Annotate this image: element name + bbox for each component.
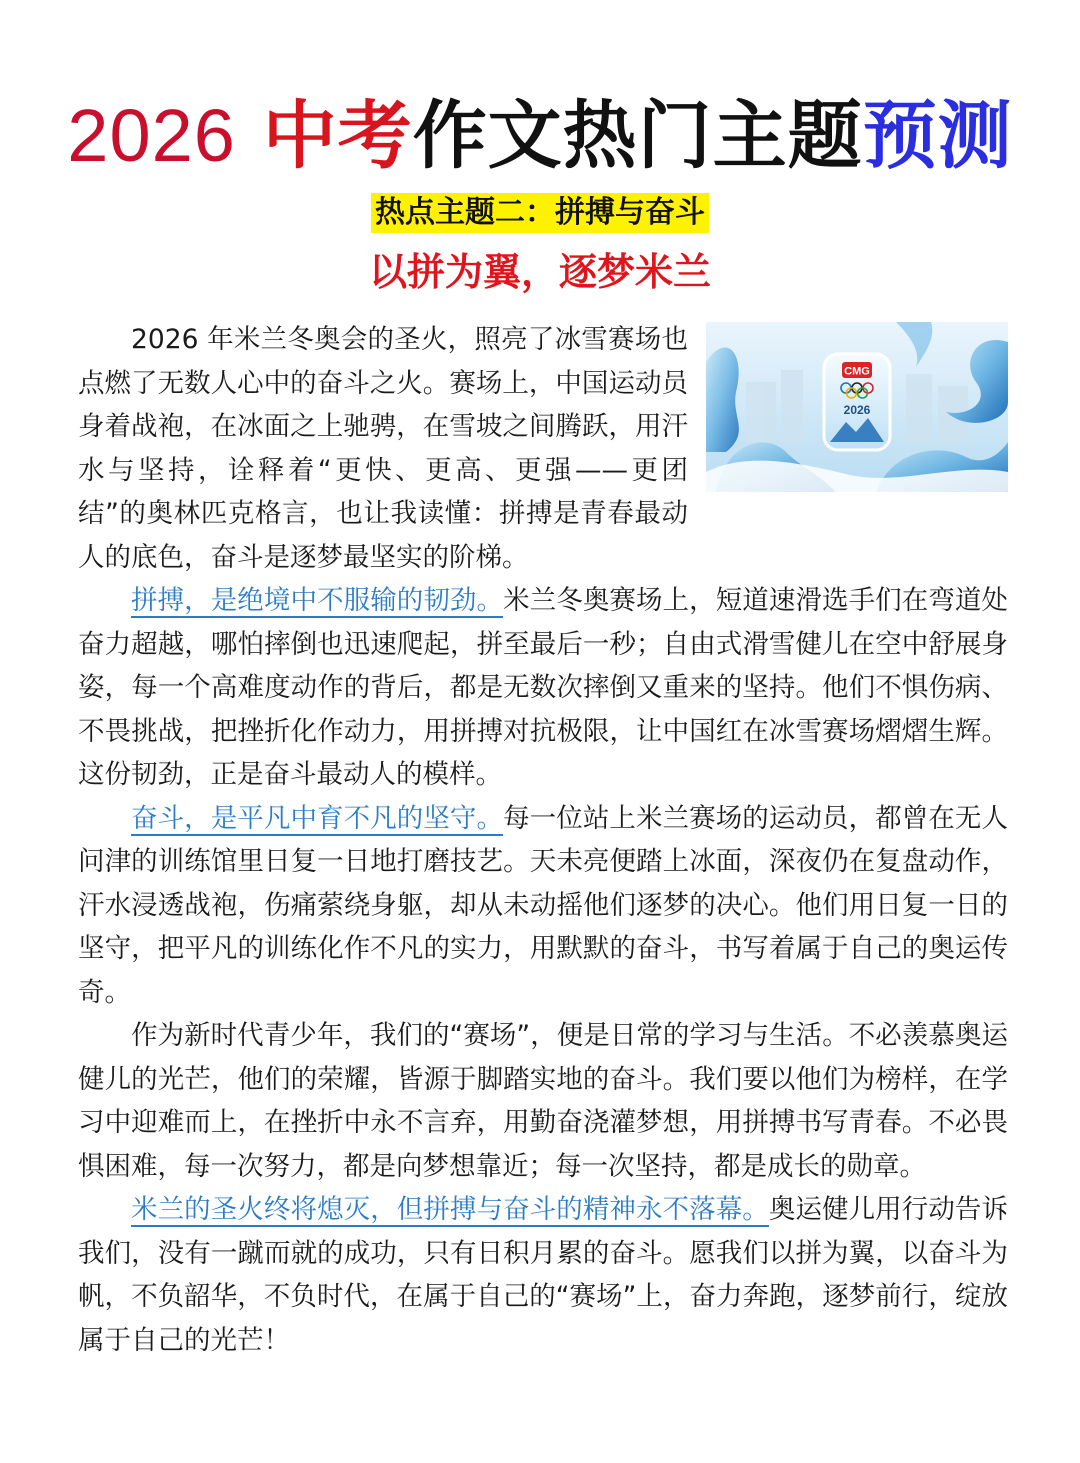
paragraph-1-text: 2026 年米兰冬奥会的圣火，照亮了冰雪赛场也点燃了无数人心中的奋斗之火。赛场上，中国运动员身着战袍，在冰面之上驰骋，在雪坡之间腾跃，用汗水与坚持，诠释着“更快、更高、更强——更团结”的奥林匹克格言，也让我读懂：拼搏是青春最动人的底色，奋斗是逐梦最坚实的阶梯。	[78, 324, 688, 573]
paragraph-5-highlight: 米兰的圣火终将熄灭，但拼搏与奋斗的精神永不落幕。	[131, 1194, 769, 1225]
title-year: 2026	[67, 94, 236, 177]
title-red-part: 中考	[262, 93, 413, 179]
essay-heading: 以拼为翼，逐梦米兰	[368, 249, 711, 294]
paragraph-2	[78, 579, 1008, 797]
subtitle-row	[0, 193, 1080, 233]
image-logo-text: CMG	[844, 365, 870, 378]
subtitle-highlighted: 热点主题二：拼搏与奋斗	[371, 193, 709, 233]
paragraph-3	[78, 797, 1008, 1015]
paragraph-3-highlight: 奋斗，是平凡中育不凡的坚守。	[131, 802, 504, 834]
olympic-image	[706, 322, 1008, 492]
page-title	[0, 88, 1080, 184]
paragraph-4-text: 作为新时代青少年，我们的“赛场”，便是日常的学习与生活。不必羡慕奥运健儿的光芒，他们的荣耀，皆源于脚踏实地的奋斗。我们要以他们为榜样，在学习中迎难而上，在挫折中永不言弃，用勤奋浇灌梦想，用拼搏书写青春。不必畏惧困难，每一次努力，都是向梦想靠近；每一次坚持，都是成长的勋章。	[78, 1020, 1008, 1182]
paragraph-5-text: 奥运健儿用行动告诉我们，没有一蹴而就的成功，只有日积月累的奋斗。愿我们以拼为翼，以奋斗为帆，不负韶华，不负时代，在属于自己的“赛场”上，奋力奔跑，逐梦前行，绽放属于自己的光芒！	[78, 1194, 1008, 1356]
title-blue-part: 预测	[862, 93, 1013, 179]
image-year-text: 2026	[843, 403, 871, 417]
paragraph-3-text: 每一位站上米兰赛场的运动员，都曾在无人问津的训练馆里日复一日地打磨技艺。天未亮便踏上冰面，深夜仍在复盘动作，汗水浸透战袍，伤痛萦绕身躯，却从未动摇他们逐梦的决心。他们用日复一日的坚守，把平凡的训练化作不凡的实力，用默默的奋斗，书写着属于自己的奥运传奇。	[78, 802, 1008, 1008]
essay-body	[78, 318, 1008, 1362]
paragraph-2-text: 米兰冬奥赛场上，短道速滑选手们在弯道处奋力超越，哪怕摔倒也迅速爬起，拼至最后一秒；自由式滑雪健儿在空中舒展身姿，每一个高难度动作的背后，都是无数次摔倒又重来的坚持。他们不惧伤病、不畏挑战，把挫折化作动力，用拼搏对抗极限，让中国红在冰雪赛场熠熠生辉。这份韧劲，正是奋斗最动人的模样。	[78, 585, 1008, 790]
title-black-part: 作文热门主题	[412, 93, 863, 179]
paragraph-2-highlight: 拼搏，是绝境中不服输的韧劲。	[131, 585, 504, 616]
paragraph-4	[78, 1014, 1008, 1188]
paragraph-5	[78, 1188, 1008, 1362]
